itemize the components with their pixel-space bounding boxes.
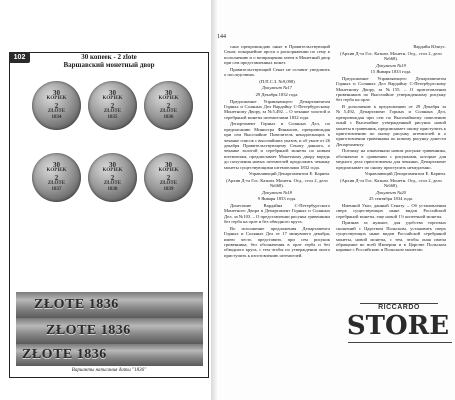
text-column-right xyxy=(336,44,446,254)
date-closeup-text: ZŁOTE 1836 xyxy=(34,297,119,312)
paragraph: Правительствующий Сенат не оставит уведомить о последствиях. xyxy=(224,66,330,78)
coin-inscription: KOPIEK xyxy=(46,168,67,174)
paragraph: Документ №18 xyxy=(262,189,292,195)
coin-inscription: 2 xyxy=(54,173,59,182)
plate-caption: Варианты написания даты "1836" xyxy=(71,368,147,373)
date-closeup-text: ZŁOTE 1836 xyxy=(22,347,107,362)
coin-inscription: KOPIEK xyxy=(46,96,67,102)
paragraph: 15 Января 1833 года. xyxy=(370,69,412,75)
coin-inscription: ZŁOTE xyxy=(159,180,178,186)
plate-title: 30 копеек - 2 zlote xyxy=(81,53,137,61)
coin-image xyxy=(144,153,193,202)
watermark-rule-bottom xyxy=(348,342,452,343)
plate-subtitle: Варшавский монетный двор xyxy=(63,61,155,69)
coin-image xyxy=(32,81,81,130)
paragraph: (Архив Д-та Гос. Казнач. Монетн. Отд., стол 2, дело №668). xyxy=(340,50,442,61)
paragraph: Донесение Вардайна С-Петербургского Монетного Двора в Департамент Горных и Соляных Дел, за №103. – О представлении рисунка гривенника без герба на орле и без обводного круга. xyxy=(224,203,330,225)
paragraph: 29 Декабря 1832 года. xyxy=(255,92,299,97)
paragraph: В дополнение к предложению от 29 Декабря за №5,492, Департамент Горных и Соляных Дел, препровождая при сем по Высочайшему повелению оный с Высочайше утвержденный рисунок новой монеты в гривенник, предписывает оному приступить к приготовлению по оному рисунку штемпелей и о приготовлении гривенника по новому рисунку донести Департаменту. xyxy=(336,104,446,147)
watermark-logo: STORE xyxy=(346,311,450,341)
paragraph: Поелику на означенном новом рисунке гривенника, обозначено в сравнении с рисунками, которые для медного дела приготовлены для чеканки, Департамент предписывает по оному приступить немедленно. xyxy=(336,148,446,170)
paragraph: 25 сентября 1834 года. xyxy=(368,196,414,202)
date-closeup-3 xyxy=(16,344,203,366)
paragraph: Документ №19 xyxy=(376,62,406,68)
page-number-badge-label: 102 xyxy=(13,54,26,61)
coin-inscription: KOPIEK xyxy=(102,96,123,102)
watermark-brand: RICCARDO xyxy=(378,304,420,311)
coin-inscription: KOPIEK xyxy=(102,168,123,174)
text-column-left xyxy=(224,44,330,259)
coin-inscription: 30 xyxy=(109,161,116,169)
coin-inscription: ZŁOTE xyxy=(159,108,178,114)
paragraph: Вардайн Юлиус. xyxy=(413,44,446,49)
coin-inscription: ZŁOTE xyxy=(47,108,66,114)
coin-inscription: 1836 xyxy=(163,115,174,121)
paragraph: (Архив Д-та Гос. Казнач. Монетн. Отд., стол 2, дело №668). xyxy=(340,177,442,189)
coin-image xyxy=(88,81,137,130)
coin-inscription: 1834 xyxy=(51,115,62,121)
coin-inscription: 1835 xyxy=(107,115,118,121)
coin-inscription: 30 xyxy=(53,89,60,97)
page-number: 144 xyxy=(217,34,226,40)
paragraph: Во исполнение предложения Департамента Горных и Соляных Дел от 17 минувшего декабря, имею честь представить при сем рисунок гривенника, без обозначения в орле герба и без обводного круга, с тем чтобы по утверждении оного приступить к изготовлению штемпелей. xyxy=(224,225,330,258)
paragraph: Управляющий Департаментом Е. Кариен. xyxy=(364,171,446,177)
coin-inscription: 2 xyxy=(54,101,59,110)
paragraph: Департамент Горных и Соляных Дел, по предписанию Министра Финансов, препровождая при сем Высочайше Повелитель ненадлежащих к чеканке список с высочайших указов, и об указе от 26 декабря Правительствующему Сенату даннаго, о чеканке золотой и серебряной монеты по новым штемпелям, предписывает Монетному двору впредь до получения новых штемпелей продолжать чеканку монеты существующими штемпелями 1832 года. xyxy=(224,121,330,170)
coin-inscription: 1839 xyxy=(163,187,174,193)
coin-inscription: KOPIEK xyxy=(158,168,179,174)
coin-inscription: 30 xyxy=(53,161,60,169)
paragraph: 9 Января 1833 года. xyxy=(257,196,297,202)
coin-inscription: 2 xyxy=(110,173,115,182)
coin-inscription: KOPIEK xyxy=(158,96,179,102)
date-closeup-text: ZŁOTE 1836 xyxy=(46,323,131,338)
coin-inscription: 30 xyxy=(109,89,116,97)
coin-inscription: ZŁOTE xyxy=(103,108,122,114)
paragraph: Именной Указ, данный Сенату. – Об установлении сверх существующих ныне видов Российской серебряной монеты, еще новой 1½ копеечной монеты. xyxy=(336,203,446,219)
coin-image xyxy=(32,153,81,202)
coin-inscription: 1837 xyxy=(51,187,62,193)
paragraph: сано препровождаю оные в Правительствующий Сенат, покорнейше прося о распоряжении по сему к исполнению и о возвращении затем в Монетный двор при сем представленных монет. xyxy=(224,44,330,66)
coin-image xyxy=(88,153,137,202)
coin-inscription: 2 xyxy=(166,101,171,110)
paragraph: (Архив Д-та Гос. Казнач. Монетн. Отд., стол 2, дело №668). xyxy=(226,177,328,189)
paragraph: Признав за нужное, для удобства торговых сношений с Царством Польским, установить сверх существующих ныне видов Российской серебряной монеты, новой монеты, с тем, чтобы оная имела обращение во всей Империи и в Царстве Польском наравне с Российскою и Польскою монетою. xyxy=(336,220,446,253)
paragraph: Документ №17 xyxy=(262,85,292,91)
coin-inscription: 2 xyxy=(110,101,115,110)
coin-inscription: 1838 xyxy=(107,187,118,193)
date-closeup-1 xyxy=(16,292,203,318)
paragraph: Документ №20 xyxy=(376,189,406,195)
date-closeup-2 xyxy=(16,318,203,344)
coin-inscription: ZŁOTE xyxy=(47,180,66,186)
paragraph: Управляющий Департаментом Е. Кариен. xyxy=(248,171,330,177)
coin-inscription: ZŁOTE xyxy=(103,180,122,186)
coin-image xyxy=(144,81,193,130)
coin-inscription: 2 xyxy=(166,173,171,182)
coin-inscription: 30 xyxy=(165,161,172,169)
paragraph: Предложение Управляющего Департаментом Горных и Соляных Дел Вардайну С-Петербургскому Монетному Двору, за №155. – О приготовлении гривенников по Высочайше утвержденному рисунку без герба на орле. xyxy=(336,75,446,103)
paragraph: (П.П.С.З. №9,098) xyxy=(259,78,295,84)
paragraph: Предложение Управляющего Департаментом Горных и Соляных Дел Вардайну С-Петербургскому Монетному Двору, за №5,492. – О чеканке золотой и серебряной монеты штемпелями 1832 года. xyxy=(224,98,330,120)
coin-inscription: 30 xyxy=(165,89,172,97)
